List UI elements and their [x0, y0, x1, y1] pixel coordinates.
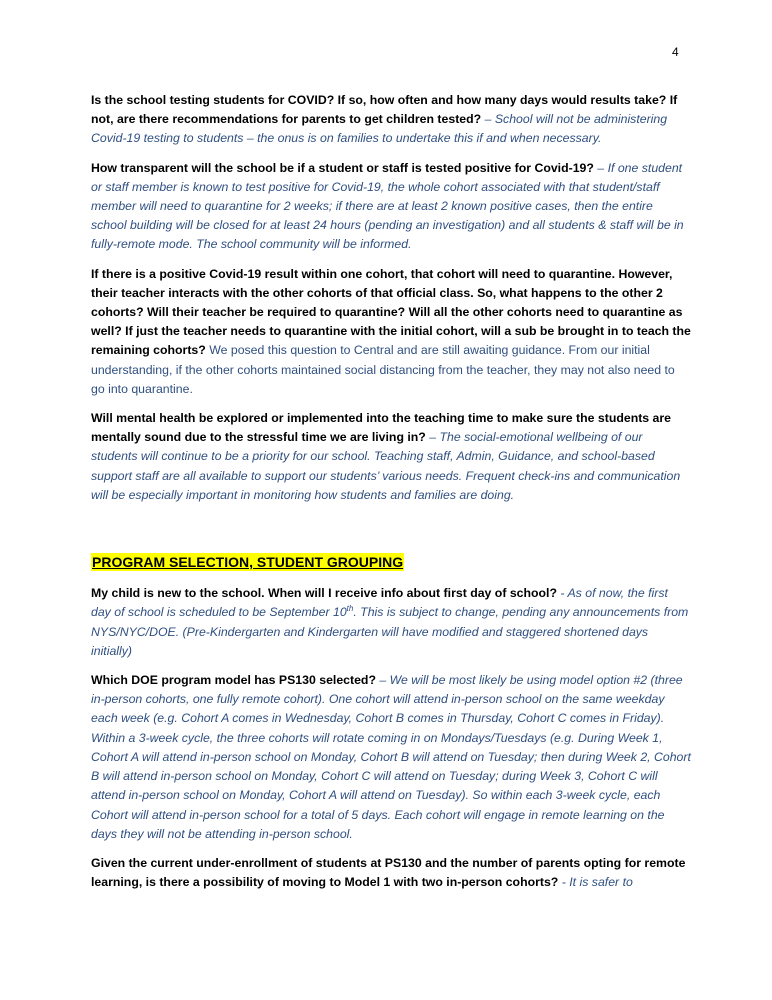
answer-prefix: –	[375, 673, 390, 688]
qa-model-1	[91, 854, 691, 892]
answer-prefix: -	[558, 875, 570, 890]
answer: School will not be administering Covid-19 testing to students – the onus is on families to undertake this if and when necessary.	[91, 112, 668, 146]
answer-prefix: –	[593, 160, 608, 175]
answer-prefix: -	[556, 586, 568, 601]
answer-prefix: –	[481, 112, 495, 127]
page-number: 4	[672, 45, 679, 59]
qa-first-day	[91, 584, 691, 661]
question: My child is new to the school. When will I receive info about first day of school?	[91, 586, 557, 601]
qa-program-model	[91, 671, 691, 844]
answer-part-1: As of now, the first day of school is scheduled to be September 10	[91, 586, 668, 620]
question: Is the school testing students for COVID? If so, how often and how many days would results take? If not, are there recommendations for parents to get children tested?	[91, 93, 678, 127]
qa-testing	[91, 91, 691, 149]
answer-superscript: th	[346, 604, 354, 614]
section-heading-text: PROGRAM SELECTION, STUDENT GROUPING	[92, 554, 404, 571]
answer-prefix: –	[425, 430, 440, 445]
answer: The social-emotional wellbeing of our students will continue to be a priority for our school. Teaching staff, Admin, Guidance, and school-based support staff are all available to support our students’ various needs. Frequent check-ins and communication will be especially important in monitoring how students and families are doing.	[91, 430, 681, 502]
answer: If one student or staff member is known to test positive for Covid-19, the whole cohort associated with that student/staff member will need to quarantine for 2 weeks; if there are at least 2 known positive cases, then the entire school building will be closed for at least 24 hours (pending an investigation) and all students & staff will be in fully-remote mode. The school community will be informed.	[91, 160, 684, 252]
question: If there is a positive Covid-19 result within one cohort, that cohort will need to quarantine. However, their teacher interacts with the other cohorts of that official class. So, what happens to the other 2 cohorts? Will their teacher be required to quarantine? Will all the other cohorts need to quarantine as well? If just the teacher needs to quarantine with the initial cohort, will a sub be brought in to teach the remaining cohorts?	[91, 266, 691, 358]
question: How transparent will the school be if a student or staff is tested positive for Covid-19?	[91, 160, 594, 175]
qa-transparency	[91, 159, 691, 255]
qa-mental-health	[91, 409, 691, 505]
qa-cohort-quarantine	[91, 265, 691, 399]
answer: It is safer to	[569, 875, 633, 890]
document-body	[91, 91, 691, 902]
answer: We posed this question to Central and are still awaiting guidance. From our initial understanding, if the other cohorts maintained social distancing from the teacher, they may not also need to go into quarantine.	[91, 343, 675, 396]
answer: We will be most likely be using model option #2 (three in-person cohorts, one fully remote cohort). One cohort will attend in-person school on the same weekday each week (e.g. Cohort A comes in Wednesday, Cohort B comes in Thursday, Cohort C comes in Friday). Within a 3-week cycle, the three cohorts will rotate coming in on Mondays/Tuesdays (e.g. During Week 1, Cohort A will attend in-person school on Monday, Cohort B will attend on Tuesday; then during Week 2, Cohort B will attend in-person school on Monday, Cohort C will attend on Tuesday; during Week 3, Cohort C will attend in-person school on Monday, Cohort A will attend on Tuesday). So within each 3-week cycle, each Cohort will attend in-person school for a total of 5 days. Each cohort will engage in remote learning on the days they will not be attending in-person school.	[91, 673, 691, 841]
section-heading	[91, 553, 691, 573]
question: Which DOE program model has PS130 selected?	[91, 673, 376, 688]
answer-part-2: . This is subject to change, pending any announcements from NYS/NYC/DOE. (Pre-Kindergarten and Kindergarten will have modified and staggered shortened days initially)	[91, 605, 689, 658]
question: Given the current under-enrollment of students at PS130 and the number of parents opting for remote learning, is there a possibility of moving to Model 1 with two in-person cohorts?	[91, 855, 686, 890]
question: Will mental health be explored or implemented into the teaching time to make sure the students are mentally sound due to the stressful time we are living in?	[91, 411, 672, 445]
